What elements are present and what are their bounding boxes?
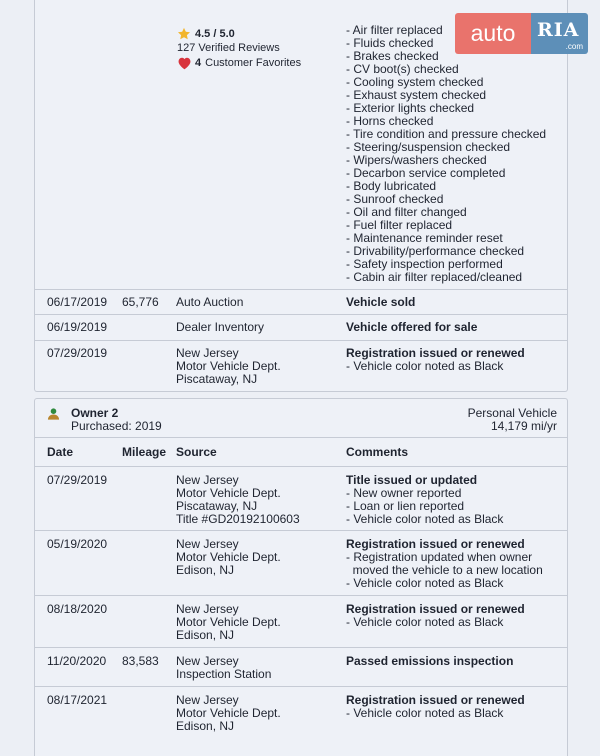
service-item: - Cooling system checked [346, 75, 484, 89]
service-item: - Brakes checked [346, 49, 439, 63]
record-date: 06/17/2019 [47, 295, 108, 309]
record-comment-title: Vehicle sold [346, 295, 416, 309]
record-date: 11/20/2020 [47, 654, 107, 668]
record-comment-detail: - Vehicle color noted as Black [346, 359, 504, 373]
table-row [35, 647, 567, 686]
service-item: - Sunroof checked [346, 192, 444, 206]
verified-reviews-link[interactable]: 127 Verified Reviews [177, 42, 280, 54]
record-comment-title: Registration issued or renewed [346, 693, 525, 707]
record-source: New Jersey [176, 346, 239, 360]
owner-purchased-year: Purchased: 2019 [71, 419, 162, 433]
record-date: 06/19/2019 [47, 320, 108, 334]
service-item: - Exhaust system checked [346, 88, 487, 102]
record-comment-detail: - Vehicle color noted as Black [346, 576, 504, 590]
owner1-history-card [34, 0, 568, 392]
record-date: 05/19/2020 [47, 537, 108, 551]
table-row [35, 340, 567, 391]
table-header-row [35, 437, 567, 466]
record-source: Edison, NJ [176, 628, 235, 642]
service-item: - Air filter replaced [346, 23, 443, 37]
service-item: - Horns checked [346, 114, 434, 128]
table-row [35, 595, 567, 647]
record-comment-title: Registration issued or renewed [346, 602, 525, 616]
record-source: Motor Vehicle Dept. [176, 359, 281, 373]
record-source: Auto Auction [176, 295, 244, 309]
record-mileage: 65,776 [122, 295, 159, 309]
owner-vehicle-type: Personal Vehicle [467, 406, 557, 420]
favorites-count: 4 [195, 57, 202, 69]
seller-rating-block [177, 27, 301, 70]
rating-value: 4.5 / 5.0 [195, 28, 235, 40]
table-row [35, 686, 567, 756]
record-comment-detail: - Vehicle color noted as Black [346, 706, 504, 720]
service-item: - Wipers/washers checked [346, 153, 487, 167]
record-comment-title: Title issued or updated [346, 473, 478, 487]
column-header-mileage: Mileage [122, 445, 167, 459]
service-item: - Decarbon service completed [346, 166, 506, 180]
record-comment-detail: - Registration updated when owner [346, 550, 533, 564]
service-items-list [346, 24, 546, 284]
service-item: - Safety inspection performed [346, 257, 503, 271]
record-comment-title: Registration issued or renewed [346, 346, 525, 360]
record-source: New Jersey [176, 654, 239, 668]
record-source: New Jersey [176, 693, 239, 707]
record-source: New Jersey [176, 602, 239, 616]
autoria-logo [455, 13, 588, 54]
record-date: 07/29/2019 [47, 473, 108, 487]
table-row [35, 466, 567, 530]
logo-ria-block [531, 13, 588, 54]
owner-person-icon [47, 407, 60, 421]
record-date: 07/29/2019 [47, 346, 108, 360]
service-item: - Fuel filter replaced [346, 218, 453, 232]
record-comment-detail: - Vehicle color noted as Black [346, 615, 504, 629]
record-source: Motor Vehicle Dept. [176, 550, 281, 564]
record-comment-detail: moved the vehicle to a new location [346, 563, 543, 577]
column-header-comments: Comments [346, 445, 409, 459]
record-date: 08/17/2021 [47, 693, 108, 707]
record-source: Piscataway, NJ [176, 372, 258, 386]
record-source: Edison, NJ [176, 719, 235, 733]
record-comment-title: Vehicle offered for sale [346, 320, 478, 334]
logo-auto-text: auto [455, 13, 531, 54]
record-source: New Jersey [176, 473, 239, 487]
record-title-number: Title #GD20192100603 [176, 512, 300, 526]
service-item: - Fluids checked [346, 36, 434, 50]
record-comment-detail: - Loan or lien reported [346, 499, 465, 513]
logo-ria-text: RIA [537, 19, 580, 41]
record-source: Dealer Inventory [176, 320, 265, 334]
table-row [35, 314, 567, 340]
record-source: Inspection Station [176, 667, 272, 681]
owner2-history-card [34, 398, 568, 756]
record-source: Edison, NJ [176, 563, 235, 577]
record-mileage: 83,583 [122, 654, 159, 668]
record-comment-title: Registration issued or renewed [346, 537, 525, 551]
record-comment-detail: - New owner reported [346, 486, 462, 500]
record-comment-detail: - Vehicle color noted as Black [346, 512, 504, 526]
service-item: - Body lubricated [346, 179, 437, 193]
star-icon [177, 27, 191, 41]
record-source: Motor Vehicle Dept. [176, 706, 281, 720]
heart-icon [177, 56, 192, 70]
owner-title: Owner 2 [71, 406, 119, 420]
service-item: - Exterior lights checked [346, 101, 475, 115]
favorites-label: Customer Favorites [205, 57, 302, 69]
service-item: - Cabin air filter replaced/cleaned [346, 270, 523, 284]
column-header-source: Source [176, 445, 217, 459]
service-item: - Drivability/performance checked [346, 244, 525, 258]
logo-domain-text: .com [565, 42, 583, 51]
service-item: - CV boot(s) checked [346, 62, 459, 76]
column-header-date: Date [47, 445, 74, 459]
record-date: 08/18/2020 [47, 602, 108, 616]
table-row [35, 289, 567, 314]
service-item: - Maintenance reminder reset [346, 231, 503, 245]
record-source: Motor Vehicle Dept. [176, 486, 281, 500]
table-row [35, 530, 567, 595]
service-item: - Oil and filter changed [346, 205, 467, 219]
owner-miles-per-year: 14,179 mi/yr [490, 419, 557, 433]
record-source: Motor Vehicle Dept. [176, 615, 281, 629]
service-item: - Steering/suspension checked [346, 140, 511, 154]
record-comment-title: Passed emissions inspection [346, 654, 514, 668]
record-source: Piscataway, NJ [176, 499, 258, 513]
record-source: New Jersey [176, 537, 239, 551]
service-item: - Tire condition and pressure checked [346, 127, 547, 141]
